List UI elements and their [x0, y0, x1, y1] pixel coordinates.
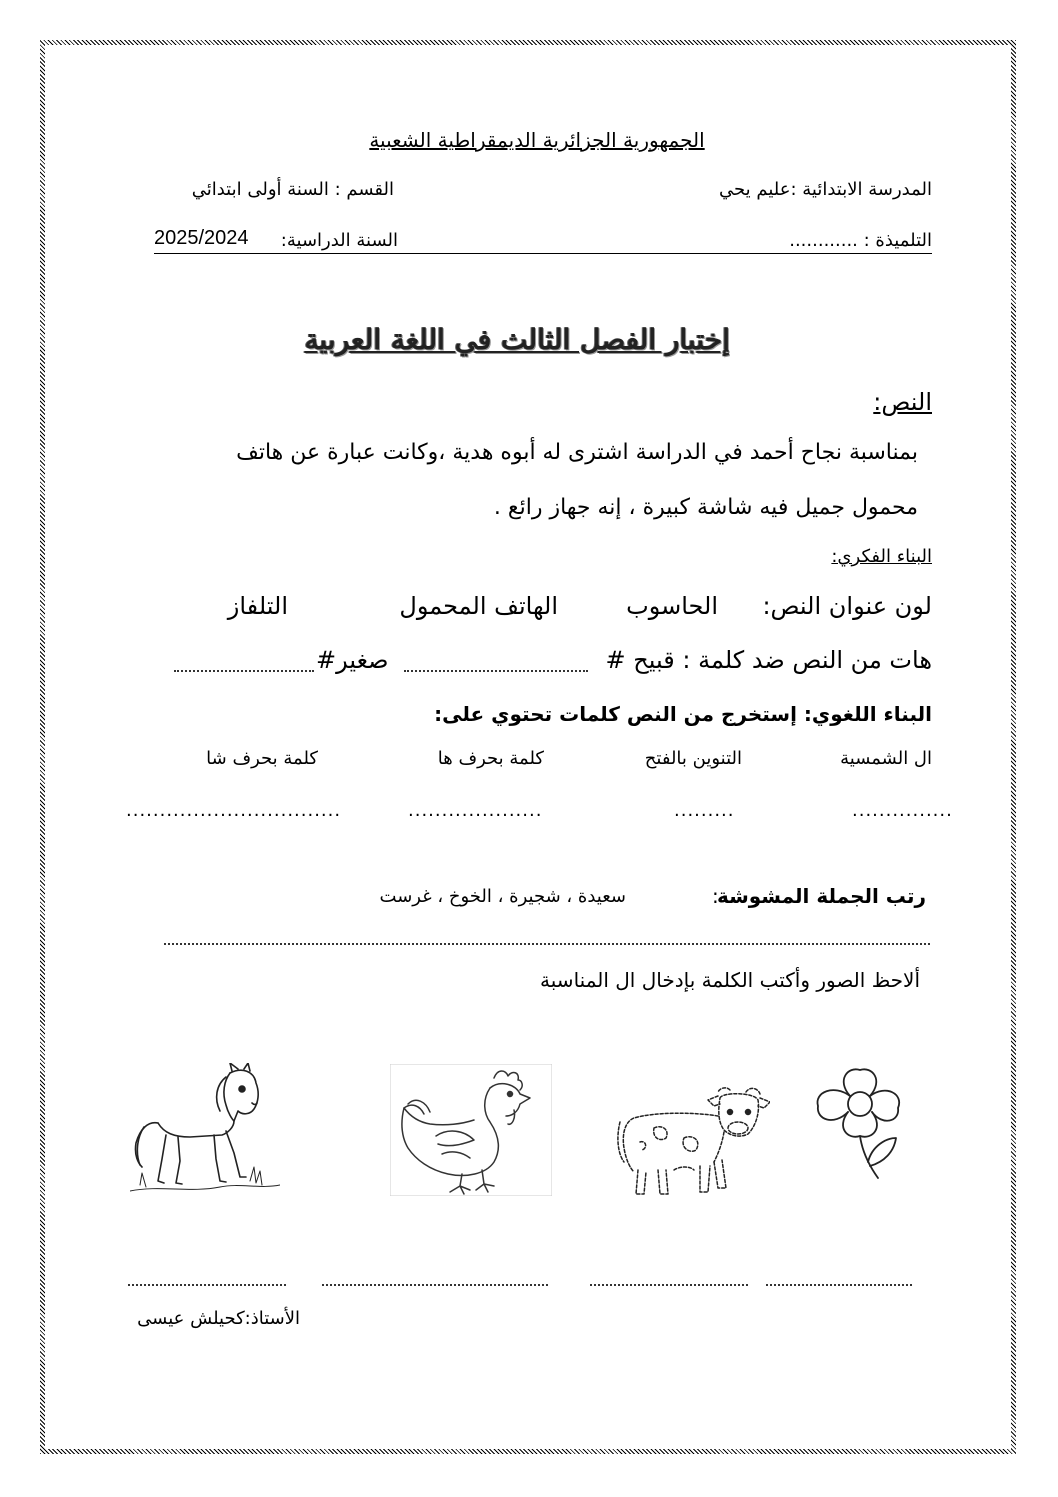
category-letter-ha: كلمة بحرف ها	[437, 748, 544, 769]
text-line-1: بمناسبة نجاح أحمد في الدراسة اشترى له أبوه هدية ،وكانت عبارة عن هاتف	[236, 440, 918, 465]
class-label: القسم : السنة أولى ابتدائي	[191, 179, 394, 200]
answer-letter-ha-tail: .	[535, 800, 543, 821]
flower-icon	[800, 1066, 918, 1180]
scramble-heading: رتب الجملة المشوشة	[716, 884, 926, 908]
answer-letter-ha[interactable]	[408, 800, 542, 821]
scramble-colon: :	[712, 884, 719, 908]
answer-tanween[interactable]: .........	[674, 800, 735, 821]
answer-letter-ha-dots: ...................	[408, 800, 536, 821]
exam-title: إختبار الفصل الثالث في اللغة العربية	[304, 323, 730, 356]
q1-prompt: لون عنوان النص:	[762, 592, 932, 620]
cow-icon	[614, 1082, 770, 1198]
hen-icon	[390, 1064, 552, 1196]
horse-icon	[130, 1063, 280, 1197]
answer-horse[interactable]	[128, 1284, 286, 1286]
answer-cow[interactable]	[590, 1284, 748, 1286]
comprehension-heading: البناء الفكري:	[831, 546, 932, 567]
answer-hen[interactable]	[322, 1284, 548, 1286]
teacher-name: الأستاذ:كحيلش عيسى	[137, 1308, 300, 1329]
q1-option-phone[interactable]: الهاتف المحمول	[399, 592, 558, 620]
year-value: 2025/2024	[154, 227, 249, 249]
category-sun-letters: ال الشمسية	[840, 748, 932, 769]
q1-option-tv[interactable]: التلفاز	[227, 592, 288, 620]
q2-second-word: صغير#	[316, 646, 389, 674]
pictures-instruction: ألاحظ الصور وأكتب الكلمة بإدخال ال المناسبة	[540, 968, 920, 992]
text-line-2: محمول جميل فيه شاشة كبيرة ، إنه جهاز رائع .	[493, 495, 918, 520]
category-letter-sha: كلمة بحرف شا	[206, 748, 318, 769]
text-heading: النص:	[873, 388, 932, 416]
language-heading: البناء اللغوي: إستخرج من النص كلمات تحتوي على:	[434, 702, 932, 726]
school-name: المدرسة الابتدائية :عليم يحي	[719, 179, 932, 200]
answer-sun-letters[interactable]: ...............	[852, 800, 953, 821]
scramble-words: سعيدة ، شجيرة ، الخوخ ، غرست	[379, 886, 626, 907]
q2-prompt: هات من النص ضد كلمة : قبيح #	[605, 646, 932, 674]
pupil-field[interactable]: التلميذة : ............	[789, 230, 932, 251]
q1-option-computer[interactable]: الحاسوب	[626, 592, 718, 620]
header-rule	[154, 253, 932, 254]
year-label: السنة الدراسية:	[280, 230, 398, 251]
answer-letter-sha[interactable]: ................................	[126, 800, 342, 821]
country-name: الجمهورية الجزائرية الديمقراطية الشعبية	[369, 128, 705, 152]
category-tanween: التنوين بالفتح	[644, 748, 742, 769]
q2-answer-1[interactable]	[404, 670, 588, 672]
scramble-answer[interactable]	[164, 943, 930, 945]
answer-flower[interactable]	[766, 1284, 912, 1286]
q2-answer-2[interactable]	[174, 670, 314, 672]
